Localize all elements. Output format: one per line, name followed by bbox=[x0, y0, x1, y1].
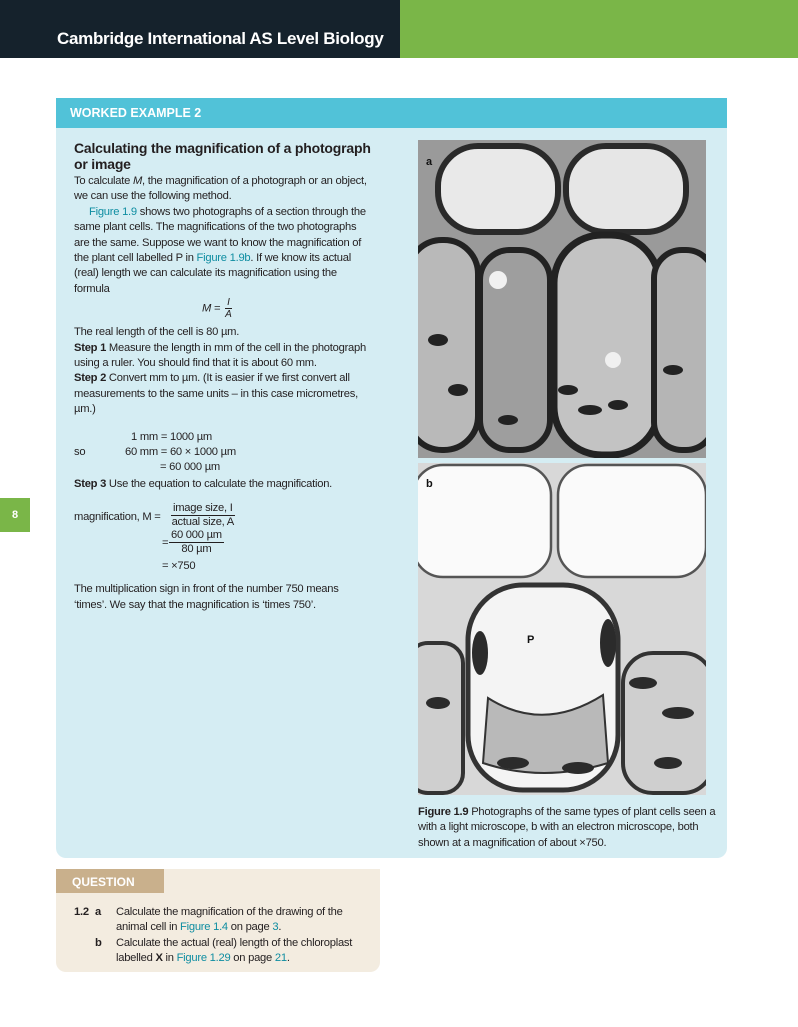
text-span: To calculate bbox=[74, 175, 133, 187]
figure-1-29-link[interactable]: Figure 1.29 bbox=[176, 952, 231, 965]
equation-fraction bbox=[171, 502, 235, 529]
step-label: Step 2 bbox=[74, 372, 107, 385]
conversion-line: 60 mm = 60 × 1000 µm bbox=[125, 445, 236, 458]
question-part-b bbox=[74, 936, 374, 967]
equation-numerator: 60 000 µm bbox=[171, 529, 222, 542]
formula-line bbox=[74, 297, 374, 325]
formula-denominator: A bbox=[225, 309, 232, 321]
figure-label-b: b bbox=[426, 478, 433, 490]
text-span: Calculate the actual (real) length of the chloroplast labelled bbox=[116, 936, 353, 965]
figure-1-9-link[interactable]: Figure 1.9 bbox=[89, 205, 137, 218]
equation-fraction-2 bbox=[169, 529, 224, 556]
step-label: Step 3 bbox=[74, 477, 107, 490]
formula-lhs: M = bbox=[202, 302, 221, 315]
figure-1-9b-link[interactable]: Figure 1.9b bbox=[196, 252, 251, 265]
symbol-m: M bbox=[132, 175, 143, 187]
text-span: . If we know its actual (real) length we can calculate its magnification using the formula bbox=[74, 252, 351, 295]
equation-denominator: 80 µm bbox=[181, 543, 212, 556]
equals-sign: = bbox=[162, 537, 169, 550]
worked-example-title: Calculating the magnification of a photograph or image bbox=[74, 140, 371, 172]
question-number: 1.2 bbox=[74, 906, 89, 918]
worked-example-header bbox=[56, 98, 727, 128]
photo-electron-microscope bbox=[418, 463, 706, 795]
closing-paragraph: The multiplication sign in front of the number 750 means ‘times’. We say that the magnification is ‘times 750’. bbox=[74, 583, 339, 611]
part-letter: a bbox=[95, 906, 101, 918]
step-1 bbox=[74, 341, 374, 372]
equation-denominator: actual size, A bbox=[171, 516, 234, 529]
worked-example-text bbox=[74, 140, 374, 613]
paragraph-intro bbox=[74, 174, 374, 205]
formula-numerator: I bbox=[227, 297, 230, 309]
page-21-link[interactable]: 21 bbox=[274, 952, 287, 965]
caption-text: Photographs of the same types of plant cells seen a with a light microscope, b with an electron microscope, both shown at a magnification of about ×750. bbox=[418, 806, 716, 849]
worked-example-label: WORKED EXAMPLE 2 bbox=[70, 106, 202, 120]
equation-lhs: magnification, M = bbox=[74, 511, 161, 524]
real-length-text: The real length of the cell is 80 µm. bbox=[74, 326, 240, 339]
question-label: QUESTION bbox=[72, 875, 135, 889]
question-header bbox=[56, 869, 164, 893]
step-text: Use the equation to calculate the magnification. bbox=[106, 477, 333, 490]
text-span: . bbox=[286, 952, 290, 965]
header-bar-green bbox=[400, 0, 798, 58]
conversion-line: = 60 000 µm bbox=[160, 460, 220, 473]
label-x: X bbox=[155, 952, 163, 965]
page-number-tab: 8 bbox=[0, 498, 30, 532]
formula-fraction bbox=[225, 297, 232, 320]
figure-caption bbox=[418, 805, 718, 851]
question-body bbox=[74, 905, 374, 967]
text-span: . bbox=[278, 921, 282, 934]
caption-label: Figure 1.9 bbox=[418, 806, 469, 818]
step-text: Convert mm to µm. (It is easier if we first convert all measurements to the same units – in this case micrometres, µm.) bbox=[74, 372, 358, 416]
figure-label-a: a bbox=[426, 156, 433, 168]
figure-label-p: P bbox=[527, 634, 535, 646]
text-span: Calculate the magnification of the drawing of the animal cell in bbox=[116, 906, 343, 934]
equation-result: = ×750 bbox=[162, 560, 196, 573]
book-title: Cambridge International AS Level Biology bbox=[57, 29, 384, 48]
plant-cells-electron-image bbox=[418, 463, 706, 795]
conversion-so: so bbox=[74, 445, 86, 458]
question-part-a bbox=[74, 905, 374, 936]
figure-1-4-link[interactable]: Figure 1.4 bbox=[180, 921, 228, 934]
conversion-line: 1 mm = 1000 µm bbox=[131, 430, 212, 443]
step-text: Measure the length in mm of the cell in the photograph using a ruler. You should find that it is about 60 mm. bbox=[74, 341, 366, 370]
text-span: on page bbox=[230, 952, 275, 965]
text-span: , the magnification of a photograph or an object, we can use the following method. bbox=[74, 175, 367, 203]
step-2 bbox=[74, 371, 374, 417]
step-label: Step 1 bbox=[74, 341, 107, 354]
page-3-link[interactable]: 3 bbox=[272, 921, 279, 934]
text-span: in bbox=[162, 952, 177, 965]
photo-light-microscope bbox=[418, 140, 706, 458]
unit-conversion bbox=[74, 430, 374, 477]
text-span: on page bbox=[227, 921, 273, 934]
paragraph-method bbox=[74, 205, 374, 297]
part-letter: b bbox=[95, 936, 102, 949]
plant-cells-light-image bbox=[418, 140, 706, 458]
text-span: shows two photographs of a section through the same plant cells. The magnifications of the two photographs are the same. Suppose we want to know the magnification of the plant cell labelled P in bbox=[74, 205, 366, 265]
step-3 bbox=[74, 477, 374, 492]
magnification-equation bbox=[74, 502, 374, 572]
equation-numerator: image size, I bbox=[173, 502, 233, 515]
